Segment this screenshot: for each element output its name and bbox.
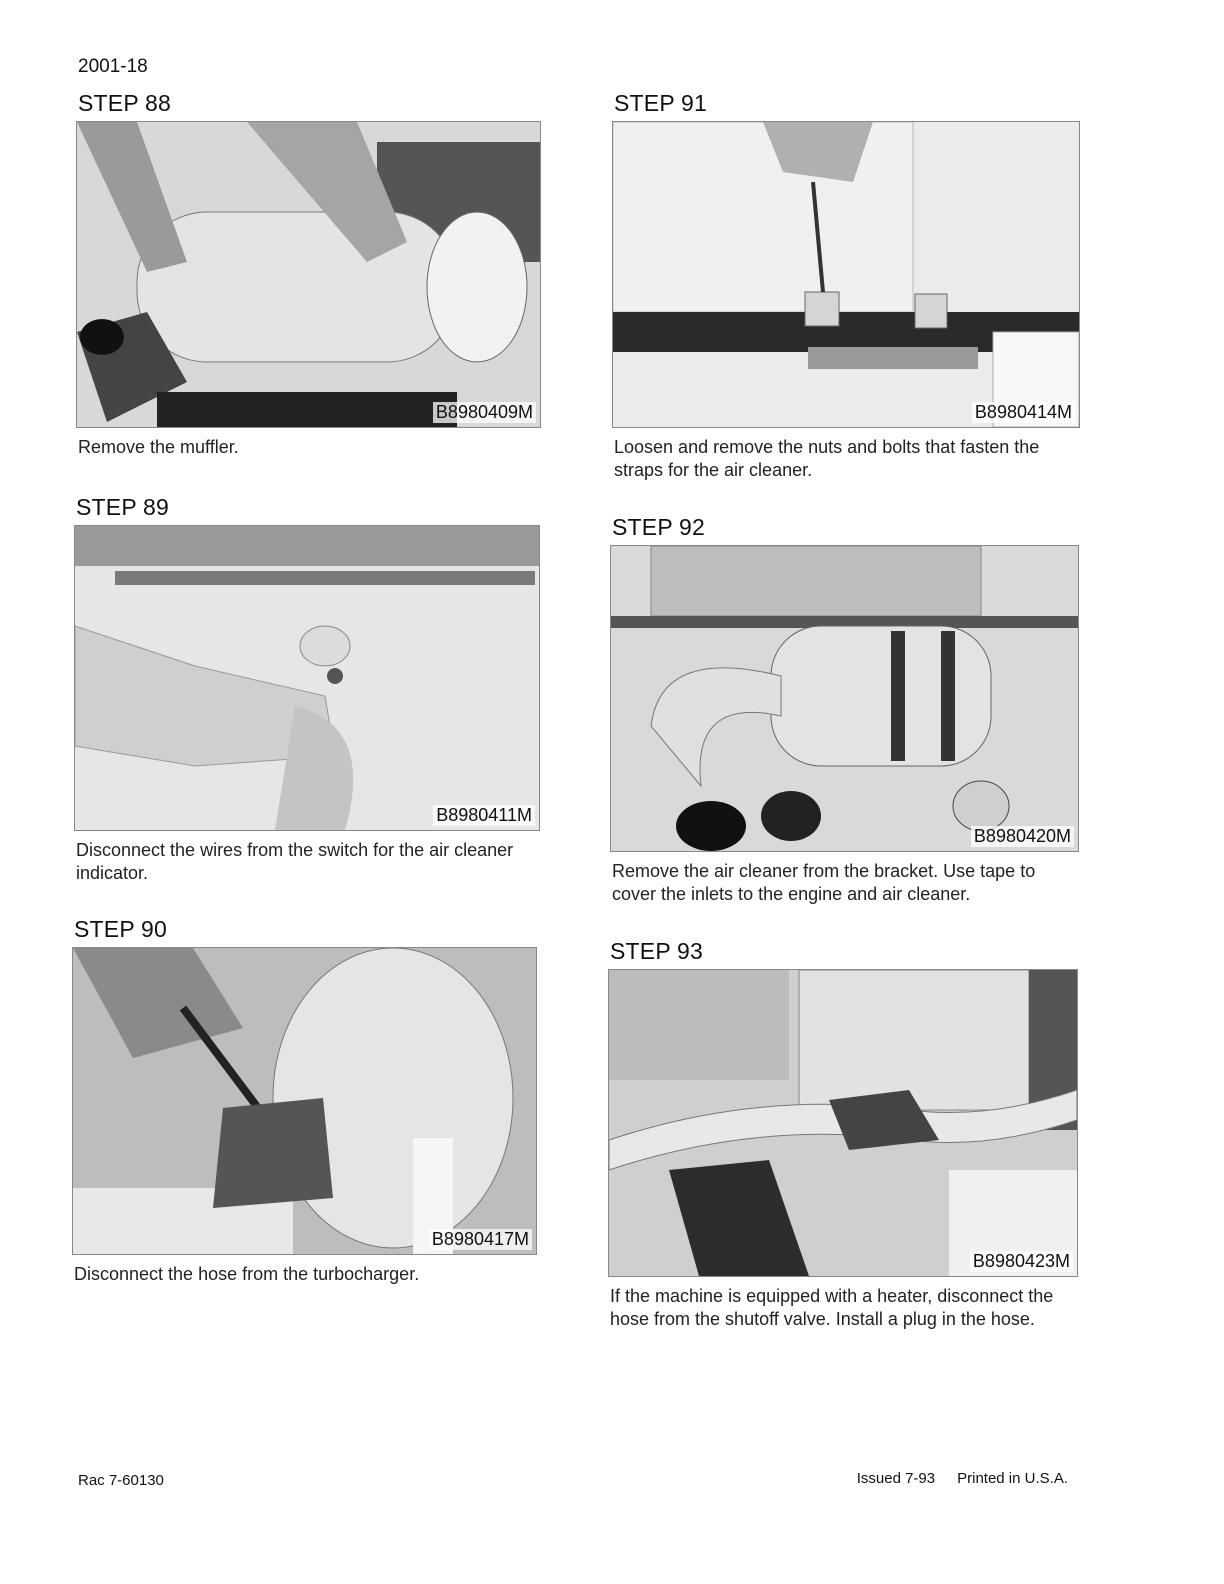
turbocharger-illustration (73, 948, 536, 1254)
step-89 (74, 494, 544, 885)
step-caption: Loosen and remove the nuts and bolts that fasten the straps for the air cleaner. (614, 437, 1040, 480)
step-title: STEP 88 (78, 90, 172, 116)
photo-indicator-switch (74, 525, 540, 831)
step-title: STEP 90 (74, 916, 168, 942)
step-title: STEP 91 (614, 90, 708, 116)
indicator-switch-illustration (75, 526, 539, 830)
issued-date: Issued 7-93 (856, 1470, 936, 1487)
heater-hose-illustration (609, 970, 1077, 1276)
figure-code: B8980423M (970, 1251, 1073, 1272)
step-title: STEP 93 (610, 938, 704, 964)
step-title: STEP 92 (612, 514, 706, 540)
photo-air-cleaner-straps (612, 121, 1080, 428)
muffler-illustration (77, 122, 540, 427)
step-caption: Disconnect the hose from the turbocharger. (74, 1264, 420, 1284)
photo-air-cleaner-removal (610, 545, 1079, 852)
figure-code: B8980420M (971, 826, 1074, 847)
step-caption: Disconnect the wires from the switch for the air cleaner indicator. (76, 840, 514, 883)
photo-turbocharger (72, 947, 537, 1255)
printed-location: Printed in U.S.A. (957, 1470, 1068, 1487)
figure-code: B8980414M (972, 402, 1075, 423)
step-88 (76, 90, 546, 459)
step-caption: If the machine is equipped with a heater, disconnect the hose from the shutoff valve. Install a plug in the hose. (610, 1286, 1054, 1329)
step-93 (608, 938, 1078, 1331)
step-92 (610, 514, 1080, 906)
step-91 (612, 90, 1082, 482)
photo-heater-hose (608, 969, 1078, 1277)
document-code: Rac 7-60130 (78, 1472, 164, 1489)
step-title: STEP 89 (76, 494, 170, 520)
figure-code: B8980409M (433, 402, 536, 423)
air-cleaner-straps-illustration (613, 122, 1079, 427)
figure-code: B8980417M (429, 1229, 532, 1250)
step-caption: Remove the muffler. (78, 437, 239, 457)
page-number: 2001-18 (78, 56, 148, 77)
figure-code: B8980411M (433, 805, 535, 826)
print-info (857, 1470, 1068, 1487)
step-90 (72, 916, 542, 1286)
step-caption: Remove the air cleaner from the bracket. Use tape to cover the inlets to the engine and air cleaner. (612, 861, 1036, 904)
photo-muffler (76, 121, 541, 428)
air-cleaner-removal-illustration (611, 546, 1078, 851)
